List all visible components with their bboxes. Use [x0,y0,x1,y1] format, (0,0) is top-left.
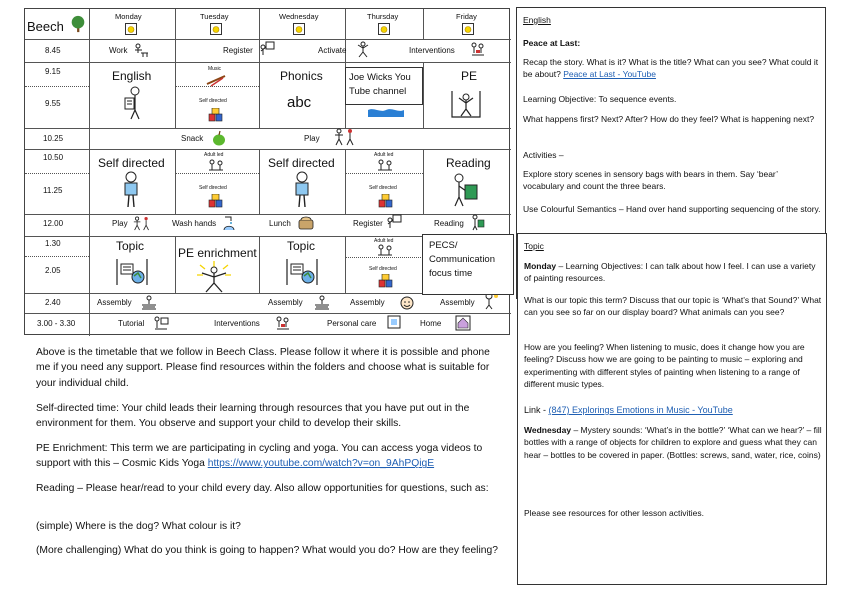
music-label: Music [208,66,222,72]
assembly-label: Assembly [350,298,385,307]
monday-text: – Learning Objectives: I can talk about how I feel. I can use a variety of painting resources. [524,261,816,284]
play-icon [334,128,356,146]
activate-label: Activate [318,46,347,55]
time-915: 9.15 [45,67,61,76]
adult-led-label: Adult led [204,152,224,158]
calendar-icon [462,23,474,35]
play-icon [133,215,151,232]
peace-at-last-link[interactable]: Peace at Last - YouTube [563,69,656,80]
english-semantics: Use Colourful Semantics – Hand over hand supporting sequencing of the story. [523,204,821,214]
english-heading: English [523,15,551,25]
phonics-lesson: Phonics [280,69,323,83]
link-prefix: Link - [524,405,549,415]
assembly-label: Assembly [97,298,132,307]
time-240: 2.40 [45,298,61,307]
english-questions: What happens first? Next? After? How do they feel? What is happening next? [523,114,815,124]
class-name: Beech [27,19,64,34]
wash-hands-icon [222,214,236,231]
time-300: 3.00 - 3.30 [37,319,76,328]
reading-book-icon [450,173,480,207]
tutorial-label: Tutorial [118,319,145,328]
adult-led-label: Adult led [374,238,394,244]
interventions-icon [470,41,486,57]
time-1025: 10.25 [43,134,64,143]
assembly-label: Assembly [268,298,303,307]
personal-care-label: Personal care [327,319,377,328]
self-directed-small-label: Self directed [369,266,397,272]
pe-lesson: PE [461,69,478,83]
note-self-directed: Self-directed time: Your child leads their learning through resources that you have put out in the environment for them. You observe and support your child to develop their skills. [36,403,470,430]
note-reading: Reading – Please hear/read to your child every day. Also allow opportunities for questions, such as: [36,483,489,494]
child-icon [121,171,141,209]
time-205: 2.05 [45,266,61,275]
time-955: 9.55 [45,99,61,108]
building-blocks-icon [378,194,394,208]
register-label: Register [353,219,383,228]
topic-wednesday [524,424,822,461]
timetable [24,8,510,335]
english-activities: Activities – [523,150,564,160]
music-face-icon [399,295,415,311]
wash-hands-label: Wash hands [172,219,217,228]
calendar-icon [293,23,305,35]
day-monday: Monday [115,12,142,21]
topic-icon [114,256,150,288]
day-tuesday: Tuesday [200,12,229,21]
register-icon [387,214,402,230]
play-label: Play [112,219,128,228]
self-directed-wednesday: Self directed [268,156,335,170]
play-label: Play [304,134,320,143]
time-1050: 10.50 [43,153,64,162]
work-icon [133,42,149,58]
music-icon [205,73,227,87]
joe-wicks-box: Joe Wicks You Tube channel [345,67,423,105]
day-friday: Friday [456,12,477,21]
assembly-label: Assembly [440,298,475,307]
register-label: Register [223,46,253,55]
building-blocks-icon [208,194,224,208]
english-lesson: English [112,69,152,83]
exercise-icon [356,41,370,58]
time-1200: 12.00 [43,219,64,228]
topic-closing: Please see resources for other lesson activities. [524,508,705,518]
pecs-box: PECS/ Communication focus time [422,234,514,295]
topic-panel [517,233,827,585]
self-directed-small-label: Self directed [199,98,227,104]
reading-book-icon [471,214,485,231]
english-objective: Learning Objective: To sequence events. [523,94,677,104]
snack-label: Snack [181,134,204,143]
lunch-icon [297,215,315,231]
calendar-icon [378,23,390,35]
adult-led-icon [376,244,394,256]
note-timetable: Above is the timetable that we follow in Beech Class. Please follow it where it is possible and phone me if you need any support. Please find resources within the folders and choose what is suitable for your individual child. [36,347,490,389]
tree-icon [69,15,87,33]
topic-monday [524,260,822,285]
assembly-icon [314,295,330,310]
assembly-icon [141,295,157,310]
home-icon [455,315,471,331]
home-label: Home [420,319,442,328]
topic-link-line [524,404,822,417]
topic-monday: Topic [116,239,145,253]
emotions-in-music-link[interactable]: (847) Explorings Emotions in Music - YouTube [548,405,733,415]
self-directed-small-label: Self directed [369,185,397,191]
calendar-icon [210,23,222,35]
personal-care-icon [387,315,401,329]
building-blocks-icon [208,108,224,122]
adult-led-icon [376,159,394,171]
pe-icon [448,87,484,121]
time-1125: 11.25 [43,186,63,195]
note-pe-text: PE Enrichment: This term we are participating in cycling and yoga. You can access yoga videos to support with this – Cosmic Kids Yoga [36,443,483,470]
reading-lesson: Reading [446,156,491,170]
topic-question-1: What is our topic this term? Discuss that our topic is ‘What’s that Sound?’ What can you see so far on our display board? What animals can you see? [524,295,822,318]
register-icon [260,41,275,57]
note-simple-question: (simple) Where is the dog? What colour is it? [36,521,241,532]
adult-led-icon [207,159,225,171]
reading-child-icon [122,86,146,120]
topic-heading: Topic [524,241,544,251]
child-icon [292,171,312,209]
tutorial-icon [153,315,169,331]
interventions-icon [275,315,291,331]
reading-label: Reading [434,219,464,228]
wednesday-label: Wednesday [524,425,572,435]
yoga-star-icon [194,259,234,293]
self-directed-monday: Self directed [98,156,165,170]
day-thursday: Thursday [367,12,399,21]
monday-label: Monday [524,261,557,271]
apple-icon [211,130,227,146]
topic-icon [284,256,320,288]
day-wednesday: Wednesday [279,12,319,21]
cosmic-kids-yoga-link[interactable]: https://www.youtube.com/watch?v=on_9AhPQigE [207,458,435,470]
pe-enrichment-lesson: PE enrichment [178,246,257,260]
wednesday-text: – Mystery sounds: ‘What’s in the bottle?’ ‘What can we hear?’ – fill bottles with a range of objects for children to explore and guess what they can hear – bottles to be covered in paper. (Bottles: screws, sand, water, rice, coins) [524,425,822,460]
interventions-label: Interventions [214,319,260,328]
time-130: 1.30 [45,239,61,248]
interventions-label: Interventions [409,46,455,55]
adult-led-label: Adult led [374,152,394,158]
calendar-icon [125,23,137,35]
note-challenging-question: (More challenging) What do you think is going to happen? What would you do? How are they feeling? [36,545,498,556]
abc-symbol: abc [287,94,312,111]
water-wave-icon [368,107,404,117]
work-label: Work [109,46,128,55]
time-845: 8.45 [45,46,61,55]
note-pe-enrichment [36,441,506,472]
english-recap [523,56,821,81]
topic-question-2: How are you feeling? When listening to music, does it change how you are feeling? Discuss how we are going to be painting to music – exploring and experimenting with different styles of painting when listening to a range of different music types. [524,342,805,389]
building-blocks-icon [378,274,394,288]
lunch-label: Lunch [269,219,291,228]
self-directed-small-label: Self directed [199,185,227,191]
recap-text: Recap the story. What is it? What is the title? What can you see? What could it be about? [523,57,819,80]
english-explore: Explore story scenes in sensory bags with bears in them. Say ‘bear’ vocabulary and count the three bears. [523,169,778,192]
topic-wednesday: Topic [287,239,316,253]
english-title: Peace at Last: [523,38,581,48]
